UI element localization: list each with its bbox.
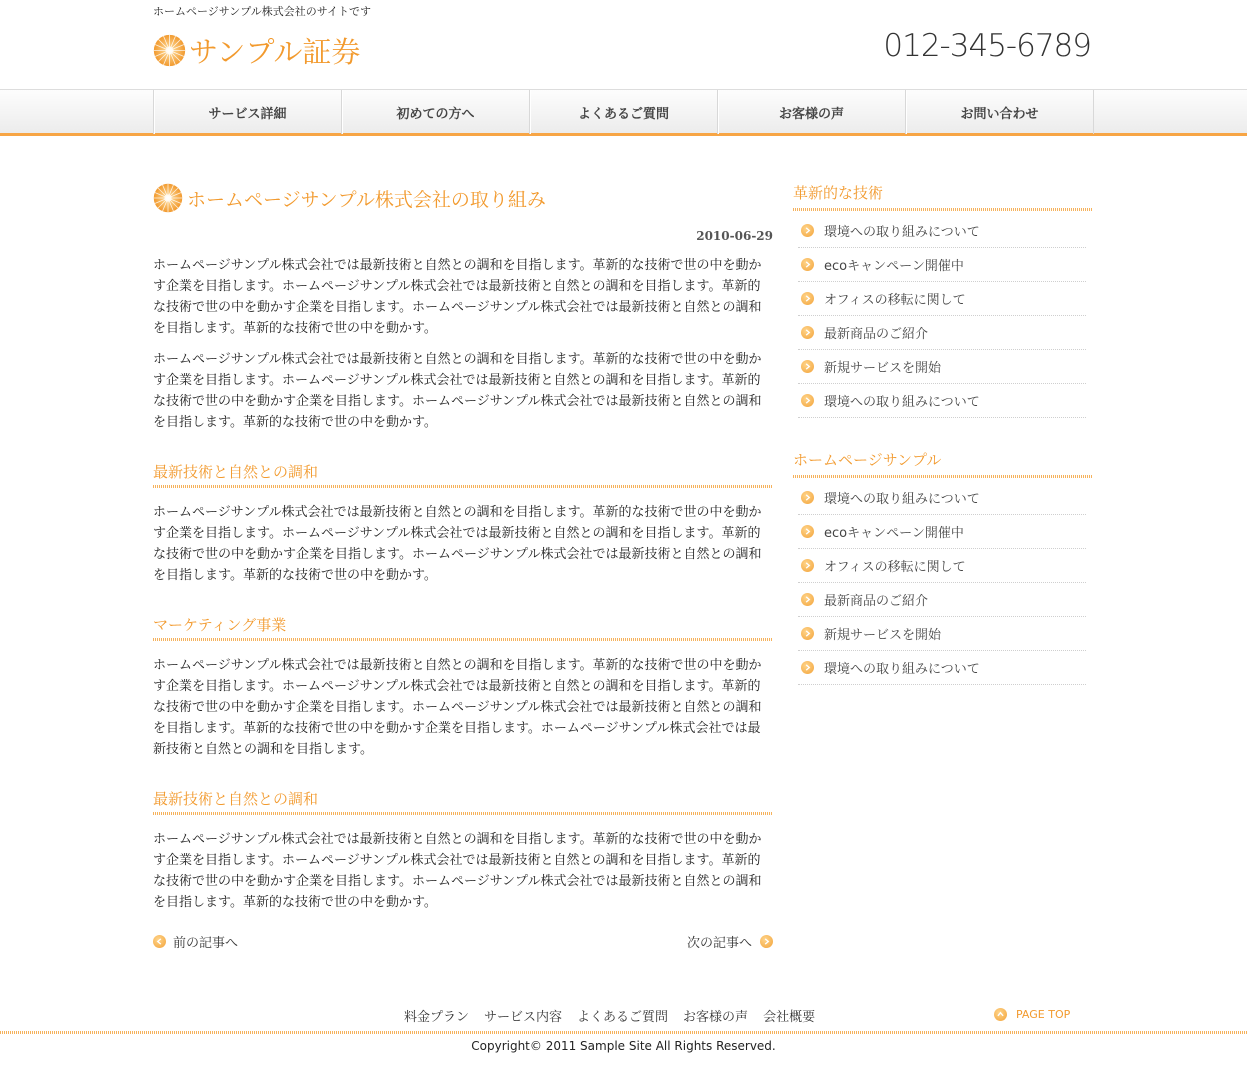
sidebar-link[interactable] — [798, 248, 1086, 282]
sidebar-heading: ホームページサンプル — [793, 449, 1093, 478]
intro-paragraph: ホームページサンプル株式会社では最新技術と自然との調和を目指します。革新的な技術で世の中を動かす企業を目指します。ホームページサンプル株式会社では最新技術と自然との調和を目指します。革新的な技術で世の中を動かす企業を目指します。ホームページサンプル株式会社では最新技術と自然との調和を目指します。革新的な技術で世の中を動かす。 — [153, 258, 762, 336]
footer-link-testimonials[interactable]: お客様の声 — [683, 1010, 749, 1025]
nav-item-faq[interactable]: よくあるご質問 — [530, 90, 718, 134]
sidebar-link[interactable] — [798, 617, 1086, 651]
sidebar-link[interactable] — [798, 282, 1086, 316]
sidebar-link[interactable] — [798, 515, 1086, 549]
sidebar-link-label: 新規サービスを開始 — [824, 628, 942, 643]
sidebar-link-label: 環境への取り組みについて — [824, 395, 980, 410]
sidebar-block — [793, 449, 1093, 685]
nav-item-testimonials[interactable]: お客様の声 — [718, 90, 906, 134]
section-heading: マーケティング事業 — [153, 614, 773, 644]
arrow-right-icon — [801, 593, 814, 606]
nav-item-contact[interactable]: お問い合わせ — [906, 90, 1094, 134]
next-post-label: 次の記事へ — [686, 936, 752, 951]
section-paragraph: ホームページサンプル株式会社では最新技術と自然との調和を目指します。革新的な技術で世の中を動かす企業を目指します。ホームページサンプル株式会社では最新技術と自然との調和を目指します。革新的な技術で世の中を動かす企業を目指します。ホームページサンプル株式会社では最新技術と自然との調和を目指します。革新的な技術で世の中を動かす。 — [153, 505, 762, 583]
logo-text: サンプル証券 — [189, 35, 361, 69]
section-paragraph: ホームページサンプル株式会社では最新技術と自然との調和を目指します。革新的な技術で世の中を動かす企業を目指します。ホームページサンプル株式会社では最新技術と自然との調和を目指します。革新的な技術で世の中を動かす企業を目指します。ホームページサンプル株式会社では最新技術と自然との調和を目指します。革新的な技術で世の中を動かす。 — [153, 832, 762, 910]
footer-divider — [0, 1031, 1247, 1034]
arrow-right-icon — [801, 559, 814, 572]
arrow-right-icon — [760, 935, 773, 948]
arrow-right-icon — [801, 292, 814, 305]
sidebar-list — [798, 481, 1086, 685]
sidebar-link[interactable] — [798, 214, 1086, 248]
main-nav — [0, 89, 1247, 136]
prev-post-label: 前の記事へ — [173, 936, 239, 951]
arrow-right-icon — [801, 360, 814, 373]
post-date: 2010-06-29 — [696, 229, 773, 243]
sidebar — [793, 182, 1093, 685]
arrow-right-icon — [801, 525, 814, 538]
sidebar-link[interactable] — [798, 350, 1086, 384]
sidebar-link[interactable] — [798, 651, 1086, 685]
site-logo[interactable] — [153, 30, 360, 71]
page-title-text: ホームページサンプル株式会社の取り組み — [187, 188, 546, 211]
sidebar-link-label: 新規サービスを開始 — [824, 361, 942, 376]
sidebar-link[interactable] — [798, 384, 1086, 418]
section-heading: 最新技術と自然との調和 — [153, 461, 773, 491]
sidebar-heading: 革新的な技術 — [793, 182, 1093, 211]
sidebar-link[interactable] — [798, 549, 1086, 583]
arrow-right-icon — [801, 326, 814, 339]
nav-item-first-time[interactable]: 初めての方へ — [342, 90, 530, 134]
footer-link-company[interactable]: 会社概要 — [763, 1010, 816, 1025]
arrow-left-icon — [153, 935, 166, 948]
sidebar-link-label: 環境への取り組みについて — [824, 225, 980, 240]
sidebar-link-label: オフィスの移転に関して — [824, 293, 966, 308]
main-content — [153, 182, 773, 913]
arrow-up-icon — [994, 1008, 1007, 1021]
sidebar-link-label: オフィスの移転に関して — [824, 560, 966, 575]
sidebar-block — [793, 182, 1093, 418]
arrow-right-icon — [801, 224, 814, 237]
page-title — [153, 182, 773, 214]
sidebar-link-label: 環境への取り組みについて — [824, 662, 980, 677]
tagline: ホームページサンプル株式会社のサイトです — [153, 5, 372, 18]
sidebar-link-label: 最新商品のご紹介 — [824, 327, 929, 342]
page-top-label: PAGE TOP — [1016, 1008, 1071, 1021]
sidebar-link-label: ecoキャンペーン開催中 — [824, 259, 964, 274]
sidebar-link[interactable] — [798, 583, 1086, 617]
sidebar-link[interactable] — [798, 316, 1086, 350]
footer-link-pricing[interactable]: 料金プラン — [404, 1010, 470, 1025]
copyright: Copyright© 2011 Sample Site All Rights Reserved. — [471, 1039, 776, 1053]
sidebar-link-label: ecoキャンペーン開催中 — [824, 526, 964, 541]
arrow-right-icon — [801, 627, 814, 640]
post-pager — [153, 932, 773, 952]
arrow-right-icon — [801, 394, 814, 407]
arrow-right-icon — [801, 661, 814, 674]
prev-post-link[interactable] — [153, 932, 238, 951]
arrow-right-icon — [801, 258, 814, 271]
sidebar-link-label: 最新商品のご紹介 — [824, 594, 929, 609]
next-post-link[interactable] — [687, 932, 773, 951]
sun-burst-icon — [153, 183, 183, 213]
intro-paragraph: ホームページサンプル株式会社では最新技術と自然との調和を目指します。革新的な技術で世の中を動かす企業を目指します。ホームページサンプル株式会社では最新技術と自然との調和を目指します。革新的な技術で世の中を動かす企業を目指します。ホームページサンプル株式会社では最新技術と自然との調和を目指します。革新的な技術で世の中を動かす。 — [153, 352, 762, 430]
footer-link-services[interactable]: サービス内容 — [484, 1010, 563, 1025]
section-paragraph: ホームページサンプル株式会社では最新技術と自然との調和を目指します。革新的な技術で世の中を動かす企業を目指します。ホームページサンプル株式会社では最新技術と自然との調和を目指します。革新的な技術で世の中を動かす企業を目指します。ホームページサンプル株式会社では最新技術と自然との調和を目指します。革新的な技術で世の中を動かす企業を目指します。ホームページサンプル株式会社では最新技術と自然との調和を目指します。 — [153, 658, 762, 757]
arrow-right-icon — [801, 491, 814, 504]
footer-link-faq[interactable]: よくあるご質問 — [577, 1010, 669, 1025]
nav-item-service-details[interactable]: サービス詳細 — [154, 90, 342, 134]
sidebar-link[interactable] — [798, 481, 1086, 515]
sidebar-link-label: 環境への取り組みについて — [824, 492, 980, 507]
page-top-link[interactable] — [994, 1008, 1070, 1021]
sidebar-list — [798, 214, 1086, 418]
sun-burst-icon — [153, 34, 186, 67]
phone-number: 012-345-6789 — [883, 28, 1091, 64]
footer-nav — [404, 1006, 830, 1025]
section-heading: 最新技術と自然との調和 — [153, 788, 773, 818]
